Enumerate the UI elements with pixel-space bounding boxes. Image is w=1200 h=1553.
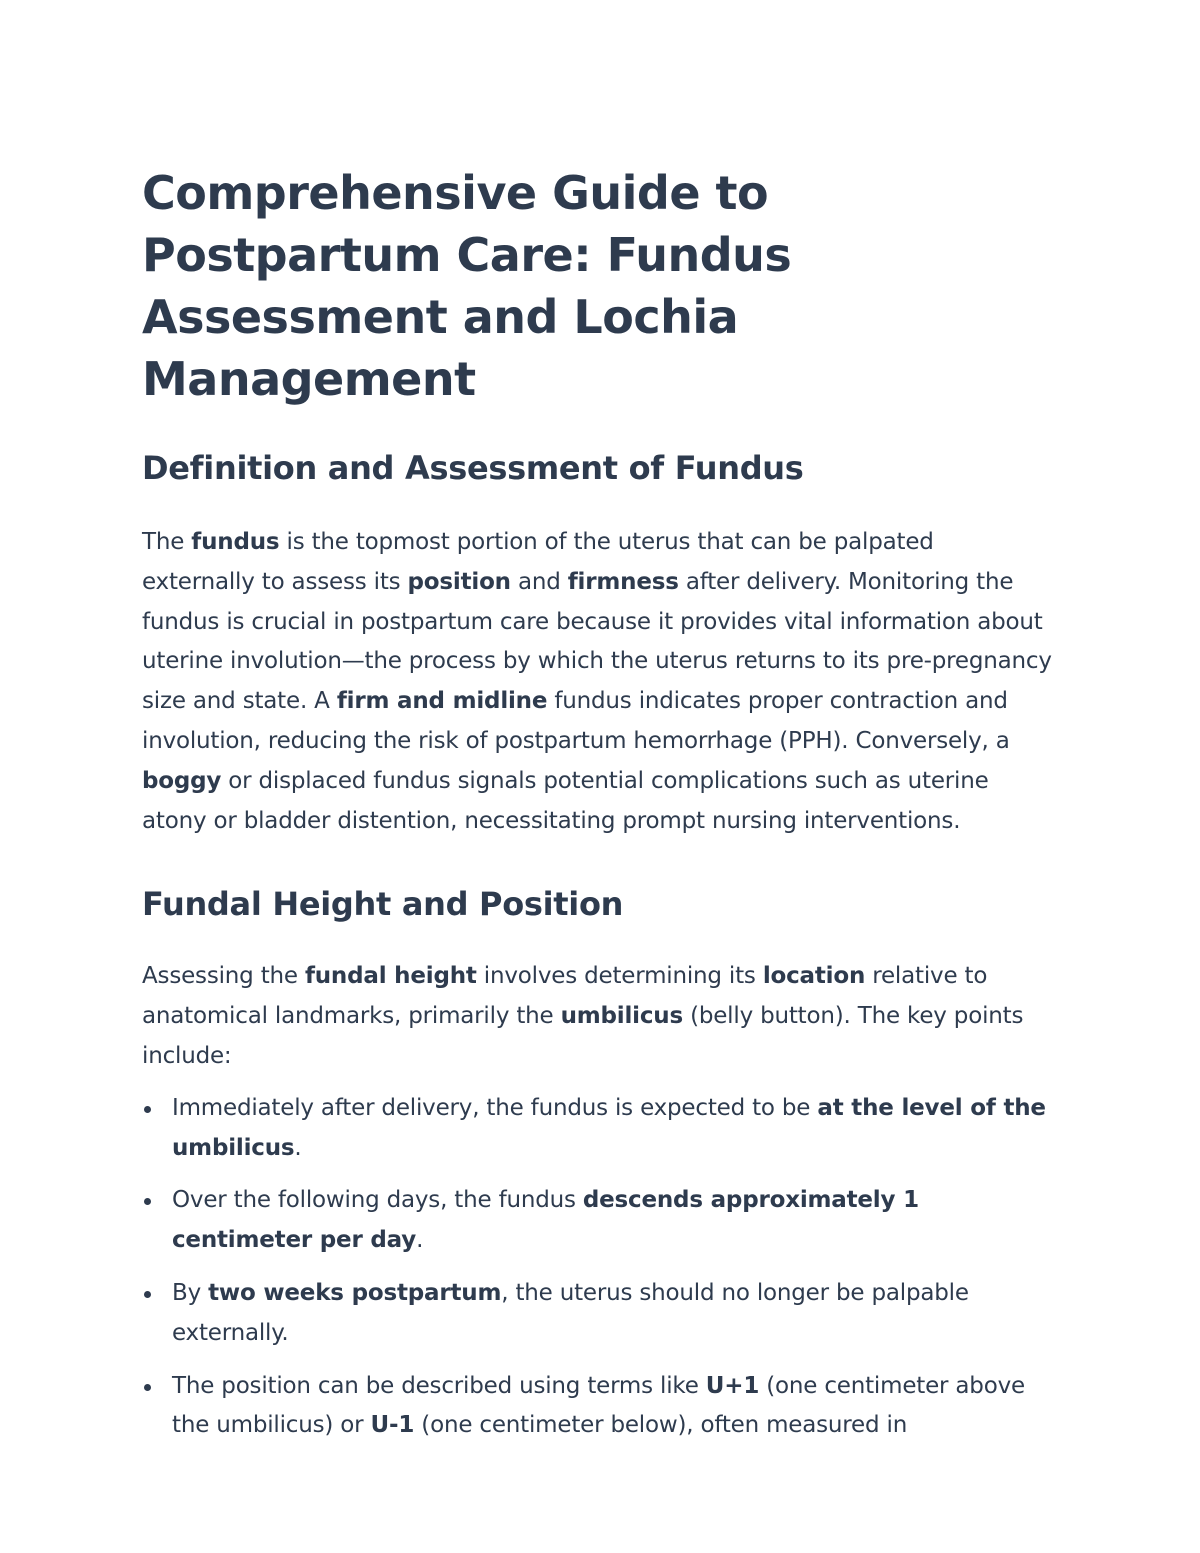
bullet-icon xyxy=(144,1106,151,1113)
list-item: The position can be described using terms like U+1 (one centimeter above the umbilicus) or U-1 (one centimeter below), often measured in xyxy=(142,1367,1052,1447)
list-item: By two weeks postpartum, the uterus should no longer be palpable externally. xyxy=(142,1274,1052,1354)
paragraph-fundal-height: Assessing the fundal height involves determining its location relative to anatomical landmarks, primarily the umbilicus (belly button). The key points include: xyxy=(142,963,1024,1069)
page-title: Comprehensive Guide to Postpartum Care: Fundus Assessment and Lochia Management xyxy=(142,166,792,406)
list-item: Immediately after delivery, the fundus is expected to be at the level of the umbilicus. xyxy=(142,1089,1052,1169)
section-heading-fundal-height: Fundal Height and Position xyxy=(142,885,624,924)
bullet-icon xyxy=(144,1291,151,1298)
section-heading-fundus-definition: Definition and Assessment of Fundus xyxy=(142,449,804,487)
key-points-list xyxy=(142,1089,1052,1446)
bullet-icon xyxy=(144,1384,151,1391)
bullet-icon xyxy=(144,1198,151,1205)
list-item: Over the following days, the fundus descends approximately 1 centimeter per day. xyxy=(142,1181,1052,1261)
paragraph-fundus-definition: The fundus is the topmost portion of the uterus that can be palpated externally to assess its position and firmness after delivery. Monitoring the fundus is crucial in postpartum care because it provides vital information about uterine involution—the process by which the uterus returns to its pre-pregnancy size and state. A firm and midline fundus indicates proper contraction and involution, reducing the risk of postpartum hemorrhage (PPH). Conversely, a boggy or displaced fundus signals potential complications such as uterine atony or bladder distention, necessitating prompt nursing interventions. xyxy=(142,529,1052,834)
document-page xyxy=(142,162,1052,1459)
